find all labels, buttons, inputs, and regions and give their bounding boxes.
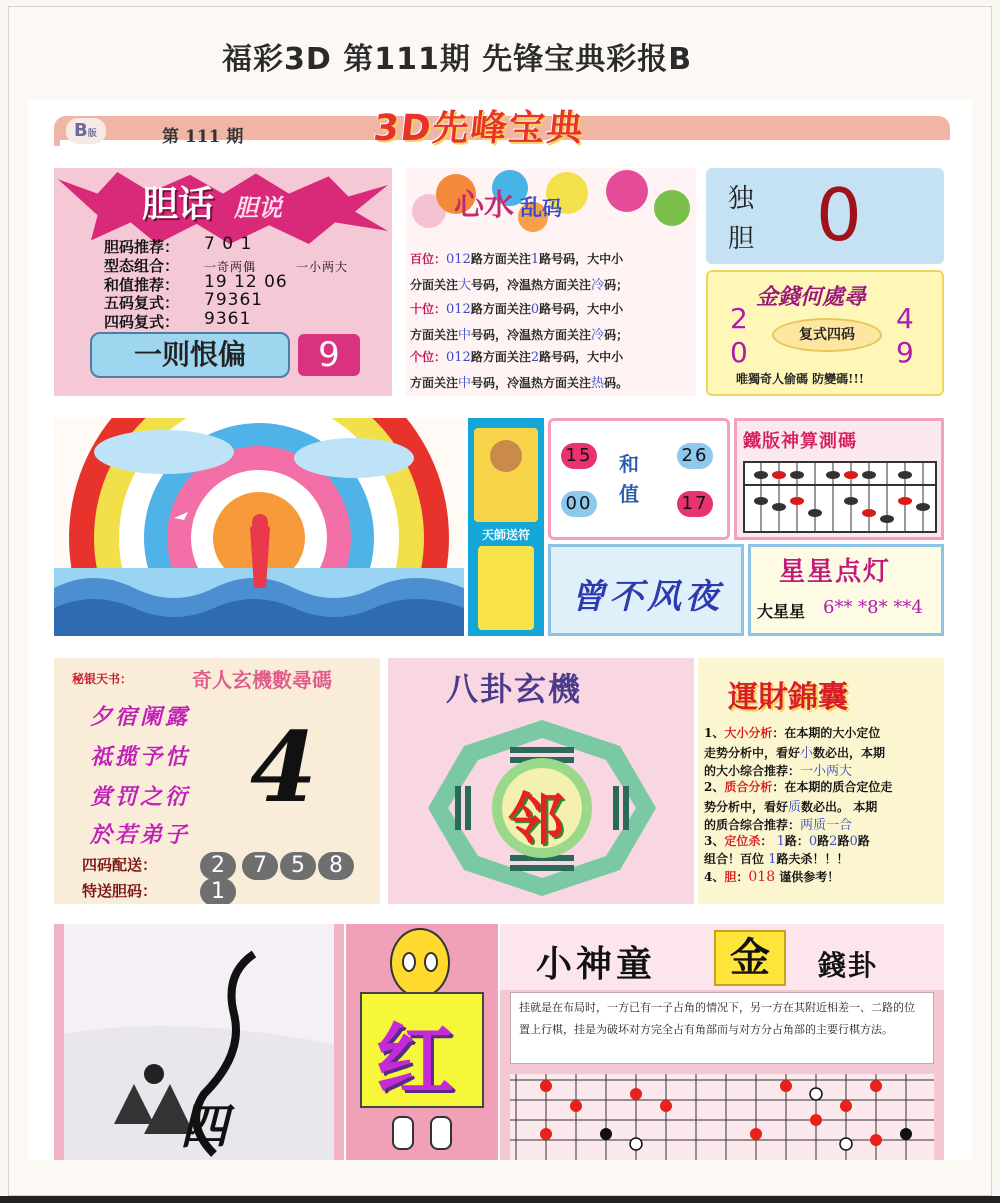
yuncai-line: 走势分析中，看好小数必出，本期 [704,746,886,761]
page-title: 福彩3D 第111期 先锋宝典彩报B [222,42,693,77]
qiren-si-label: 四码配送： [82,856,158,874]
danhua-value-extra: 一小两大 [296,260,349,274]
yize-pill: 一则恨偏 [90,332,290,378]
danhua-label: 五码复式： [104,294,180,312]
yuncai-line: 势分析中，看好质数必出。 本期 [704,800,878,815]
pill-number: 9 [298,334,360,376]
tianshi-head [490,440,522,472]
yuncai-line: 的质合综合推荐：两质一合 [704,818,853,833]
danhua-value: 7 0 1 [204,234,253,254]
dudan-label-2: 胆 [728,224,755,254]
danhua-value: 79361 [204,290,264,310]
hong-panel [346,924,498,1160]
danhua-label: 四码复式： [104,313,180,331]
cartoon-leg [392,1116,414,1150]
yuncai-line: 1、大小分析：在本期的大小定位 [704,726,881,740]
qiren-si-num: 8 [318,852,354,880]
dudan-label-1: 独 [728,184,755,214]
jinqian-center: 复式四码 [772,318,882,352]
yuncai-line: 3、定位杀： 1路：0路2路0路 [704,834,870,849]
hezhi-right-top: 26 [677,443,713,469]
qiren-tag: 秘银天书： [72,672,133,686]
xingxing-title: 星星点灯 [779,557,892,587]
qiren-verse: 赏罚之衍 [90,784,191,810]
danhua-title: 胆话 [142,183,215,225]
danhua-subtitle: 胆说 [234,193,282,222]
cartoon-leg [430,1116,452,1150]
qiren-te-label: 特送胆码： [82,882,158,900]
xinshui-panel [406,168,696,396]
poem-text: 四 [180,1099,229,1155]
poem-panel [54,924,344,1160]
xinshui-title-tag: 乱 [520,195,543,221]
danhua-label: 型态组合： [104,257,180,275]
talisman [478,546,534,630]
jinqian-title: 金錢何處尋 [756,284,867,310]
shentong-desc: 挂就是在布局时，一方已有一子占角的情况下，另一方在其附近相差一、二路的位置上行棋，挂是为破坏对方完全占有角部而与对方分占角部的主要行棋方法。 [510,992,934,1064]
shentong-title-c: 錢卦 [818,949,879,982]
hezhi-mid: 和值 [619,452,639,506]
tianshi-panel [468,418,544,636]
qiren-si-num: 7 [242,852,278,880]
xinshui-line: 分面关注大号码，冷温热方面关注冷码； [410,278,629,293]
jinqian-num: 0 [730,336,748,369]
hezhi-right-bottom: 17 [677,491,713,517]
qiren-si-num: 2 [200,852,236,880]
yuncai-line: 的大小综合推荐：一小两大 [704,764,853,779]
qiren-si-num: 5 [280,852,316,880]
xingxing-value: 6** *8* **4 [823,597,923,618]
shentong-title-a: 小神童 [536,943,657,985]
shentong-title-b: 金 [714,930,786,986]
qiren-big-number: 4 [250,711,317,824]
danhua-value: 19 12 06 [204,272,288,292]
qiren-verse: 夕宿阑露 [90,704,191,730]
abacus-icon [743,461,937,533]
go-board [510,1074,934,1160]
cartoon-head [390,928,450,998]
xinshui-line: 百位：012路方面关注1路号码，大中小 [410,252,624,267]
jinqian-num: 4 [896,302,914,335]
danhua-panel [54,168,392,396]
dudan-panel [706,168,944,264]
cartoon-eye [402,952,416,972]
qiren-te-num: 1 [200,878,236,904]
hong-text: 红 [376,1016,455,1106]
qiren-verse: 祗揽予怙 [90,744,191,770]
rainbow-illustration [54,418,464,636]
hezhi-panel [548,418,730,540]
yuncai-line: 组合！百位 1路夫杀！！！ [704,852,849,867]
issue-number: 第 111 期 [162,127,244,147]
bagua-panel [388,658,694,904]
edition-badge-sub: 版 [87,129,97,139]
bubble-decoration [654,190,690,226]
tianshi-label: 天師送符 [481,528,530,542]
jinqian-num: 9 [896,336,914,369]
yuncai-line: 2、质合分析：在本期的质合定位走 [704,780,893,794]
bagua-center: 邻 [508,788,564,853]
qiren-title: 奇人玄機數尋碼 [192,668,332,692]
xinshui-line: 方面关注中号码，冷温热方面关注冷码； [410,328,629,343]
rainbow-art [54,418,464,636]
shentong-panel [500,924,944,1160]
caobu-panel [548,544,744,636]
jinqian-panel [706,270,944,396]
xinshui-title: 心水 乱码 [454,188,563,223]
tieban-title: 鐵版神算測碼 [743,431,857,452]
hezhi-left-top: 15 [561,443,597,469]
brand-title: 3D先峰宝典 [371,108,587,149]
danhua-value: 9361 [204,309,252,329]
cartoon-eye [424,952,438,972]
bottom-bar [0,1196,1000,1203]
caobu-text: 曾不风夜 [571,577,723,617]
hezhi-left-bottom: 00 [561,491,597,517]
xinshui-line: 方面关注中号码，冷温热方面关注热码。 [410,376,629,391]
yuncai-line: 4、胆：018 谨供参考！ [704,869,840,885]
yuncai-panel [698,658,944,904]
xinshui-line: 十位：012路方面关注0路号码，大中小 [410,302,624,317]
tieban-panel [734,418,944,540]
qiren-verse: 於若弟子 [90,822,191,848]
xingxing-panel [748,544,944,636]
danhua-value: 一奇两偶 [204,260,257,274]
bagua-title: 八卦玄機 [446,670,583,708]
danhua-label: 和值推荐： [104,276,180,294]
xinshui-title-tag2: 码 [542,196,563,220]
yuncai-title: 運財錦囊 [728,680,848,715]
jinqian-footer: 唯獨奇人偷碼 防變碼!!! [736,372,864,386]
dudan-value: 0 [816,173,862,257]
xingxing-label: 大星星 [757,602,806,621]
xinshui-line: 个位：012路方面关注2路号码，大中小 [410,350,624,365]
jinqian-num: 2 [730,302,748,335]
danhua-label: 胆码推荐： [104,238,180,256]
qiren-panel [54,658,380,904]
bubble-decoration [606,170,648,212]
edition-badge: B版 [66,118,106,144]
